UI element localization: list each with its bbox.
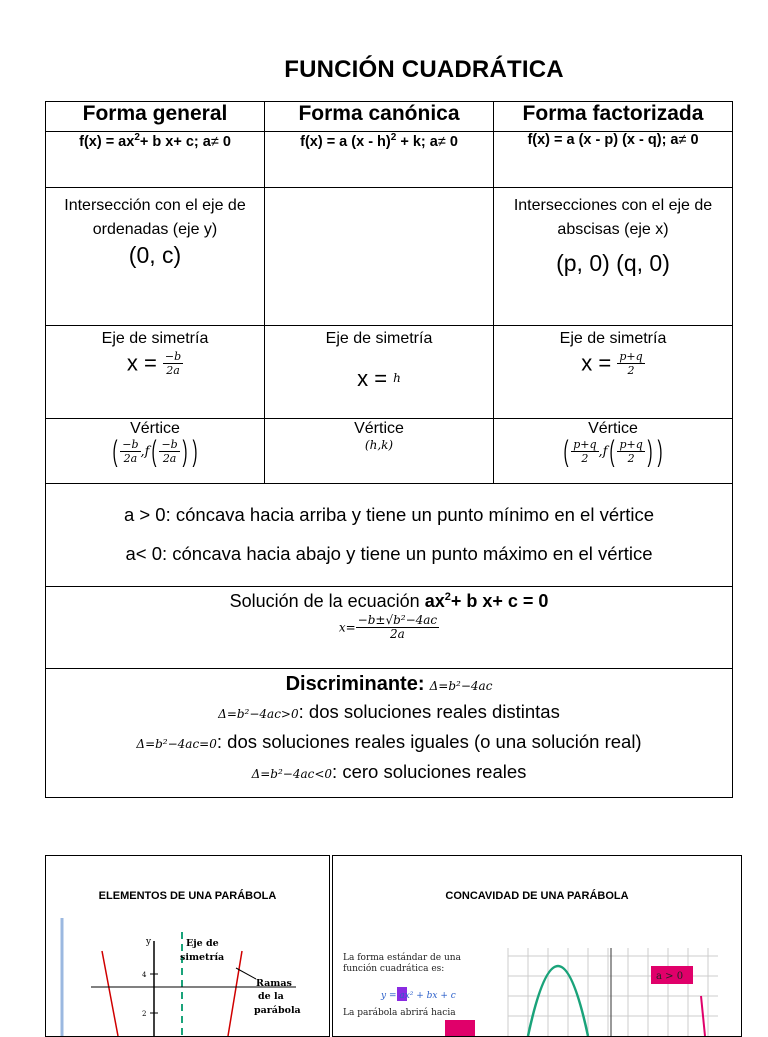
y-axis-label: y [146, 937, 152, 947]
discriminant-title: Discriminante: [285, 673, 425, 695]
page-title: FUNCIÓN CUADRÁTICA [284, 56, 564, 83]
concavity-positive: a > 0: cóncava hacia arriba y tiene un punto mínimo en el vértice [123, 504, 655, 525]
y-intercept-cell [46, 188, 265, 326]
y-intercept-point: (0, c) [128, 242, 182, 268]
concavity-badge: a > 0 [656, 971, 684, 982]
concavity-negative: a< 0: cóncava hacia abajo y tiene un punto máximo en el vértice [125, 543, 653, 564]
symmetry-factored: Eje de simetría x = $\frac{p+q}{2}$ [494, 326, 733, 419]
parabola-elements-graphic [46, 856, 329, 1036]
discriminant-row-positive: Δ=b²−4ac>0: dos soluciones reales distintas [218, 701, 560, 722]
parabola-concavity-graphic [333, 856, 741, 1036]
formula-general: $f(x) = ax^2+ b$ x+ c; a≠ 0 [46, 132, 265, 188]
header-general: Forma general [46, 102, 265, 132]
vertex-general: Vértice ( $\frac{-b}{2a}$ ,f( $\frac{-b}{2a}$ ) ) [46, 419, 265, 484]
standard-form-formula: y = ax² + bx + c [381, 991, 456, 1001]
svg-text:de la: de la [258, 991, 284, 1002]
svg-text:parábola: parábola [254, 1005, 301, 1016]
formula-factored: f(x) = a (x - p) (x - q); a≠ 0 [494, 132, 733, 188]
quadratic-table [45, 101, 733, 798]
concavity-cell [46, 484, 733, 587]
parabola-elements-figure [45, 855, 330, 1037]
right-figure-title: CONCAVIDAD DE UNA PARÁBOLA [445, 890, 629, 902]
symmetry-canonical: Eje de simetría x = $^h$ [265, 326, 494, 419]
empty-cell [265, 188, 494, 326]
svg-text:simetría: simetría [180, 952, 225, 963]
y-intercept-label: Intersección con el eje de ordenadas (eje y) [64, 197, 246, 238]
x-intercept-label: Intersecciones con el eje de abscisas (eje x) [513, 197, 713, 238]
discriminant-def: Δ=b²−4ac [429, 679, 493, 693]
svg-text:La parábola abrirá hacia: La parábola abrirá hacia [343, 1008, 456, 1018]
symmetry-general: Eje de simetría x = $\frac{-b}{2a}$ [46, 326, 265, 419]
svg-text:2: 2 [142, 1010, 147, 1018]
svg-text:La forma estándar de una: La forma estándar de una [343, 953, 461, 963]
x-intercept-cell [494, 188, 733, 326]
discriminant-cell [46, 669, 733, 798]
quadratic-formula: x= $\frac{\text{−b±√b²−4ac}}{2a}$ [338, 613, 438, 641]
header-canonical: Forma canónica [265, 102, 494, 132]
svg-text:Eje de: Eje de [186, 938, 219, 949]
svg-text:Ramas: Ramas [256, 978, 292, 989]
solution-text: Solución de la ecuación [229, 591, 425, 611]
vertex-factored: Vértice ( $\frac{p+q}{2}$ ,f( $\frac{p+q}{2}$ ) ) [494, 419, 733, 484]
svg-text:4: 4 [142, 971, 147, 979]
vertex-canonical: Vértice (h,k) [265, 419, 494, 484]
x-intercept-points: (p, 0) (q, 0) [556, 250, 670, 276]
left-figure-title: ELEMENTOS DE UNA PARÁBOLA [98, 890, 277, 902]
solution-cell: Solución de la ecuación $ax^2+ b$ x+ c = 0 x= $\frac{\text{−b±√b²−4ac}}{2a}$ [46, 587, 733, 669]
discriminant-row-zero: Δ=b²−4ac=0: dos soluciones reales iguales (o una solución real) [136, 731, 642, 752]
header-factored: Forma factorizada [494, 102, 733, 132]
svg-text:función cuadrática es:: función cuadrática es: [343, 964, 445, 974]
parabola-concavity-figure [332, 855, 742, 1037]
formula-canonical: f(x) = a (x - h)$^2$ + k; a≠ 0 [265, 132, 494, 188]
discriminant-row-negative: Δ=b²−4ac<0: cero soluciones reales [251, 761, 527, 782]
